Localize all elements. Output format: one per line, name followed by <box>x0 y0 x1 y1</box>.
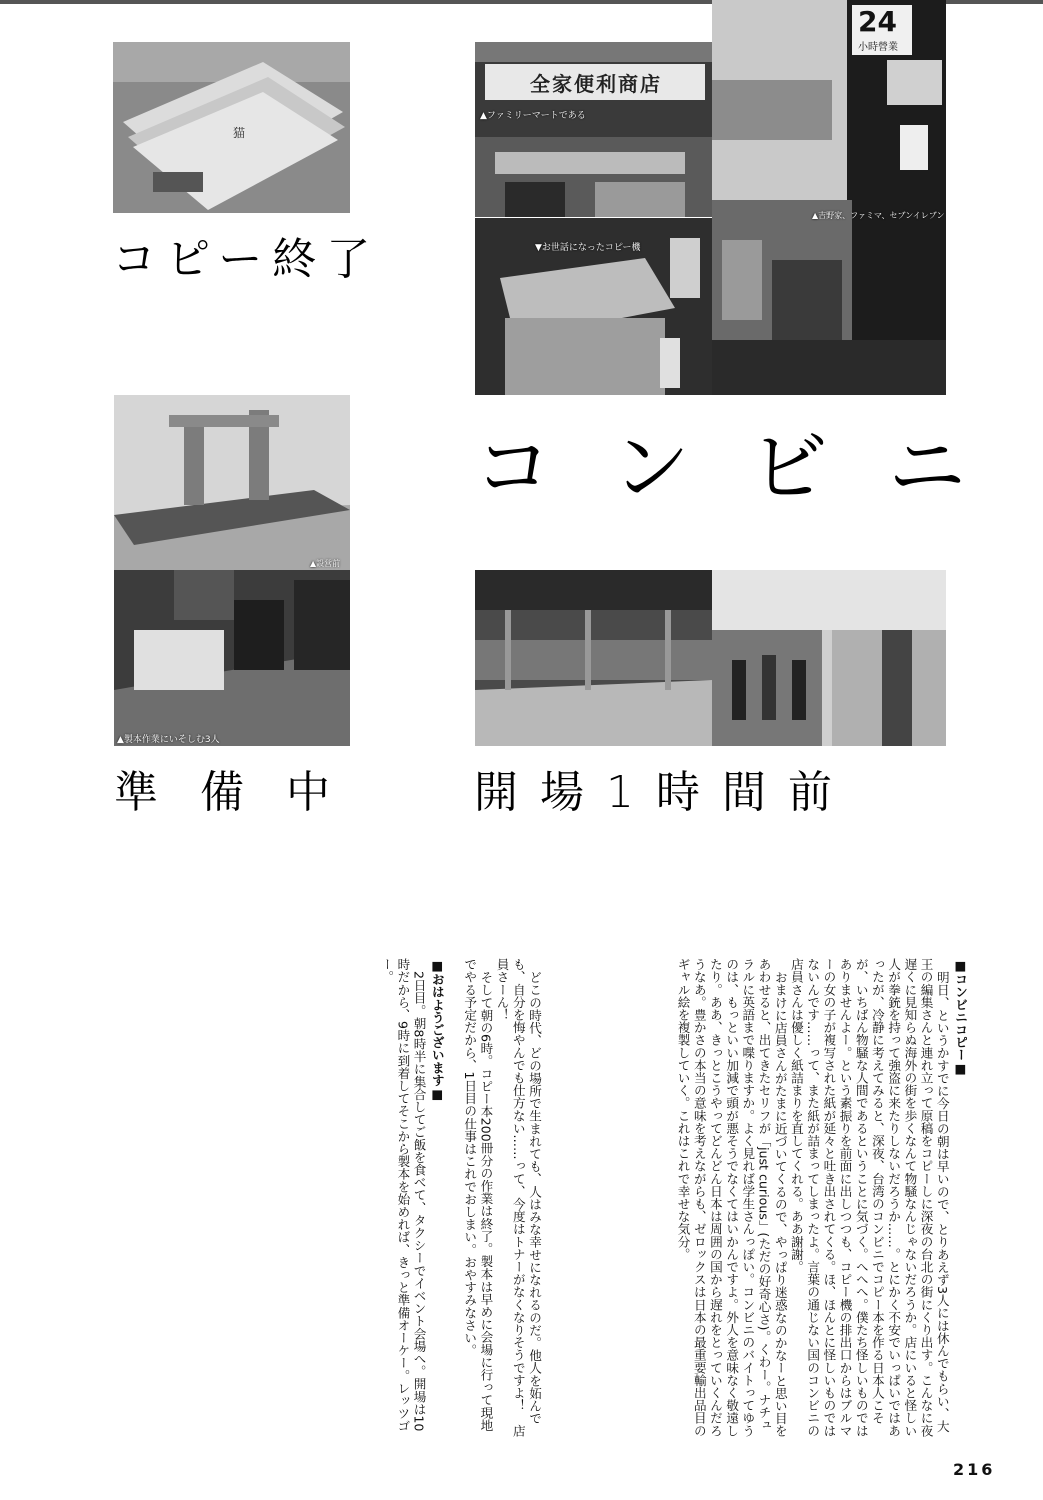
paragraph: そして朝の6時。コピー本200冊分の作業は終了。製本は早めに会場に行って現地でやる予定だから、1日目の仕事はこれでおしまい。おやすみなさい。 <box>462 958 494 1432</box>
page-number: 216 <box>953 1460 996 1479</box>
caption-yoshinoya: ▲吉野家、ファミマ、セブンイレブン <box>812 211 945 220</box>
store-sign: 全家便利商店 <box>530 72 662 96</box>
section-title-konbini-copy: ■コンビニコピー■ <box>953 958 968 1077</box>
paragraph: 明日、というかすでに今日の朝は早いので、とりあえず3人には休んでもらい、大王の編集さんと連れ立って原稿をコピーしに深夜の台北の街にくり出す。こんなに夜遅くに見知らぬ海外の街を歩くなんて物騒なんじゃないだろうか。店にいると怪しい人が拳銃を持って強盗に来たりしないだろうか……。とにかく不安でいっぱいではあったが、冷静に考えてみると、深夜、台湾のコンビニでコピー本を作る日本人こそが、いちばん物騒な人間であるということに気づく。へへへ。僕たち怪しいものではありませんよー。という素振りを前面に出しつつも、コピー機の排出口からはブルマーの女の子が複写された紙が延々と吐き出されてくる。ほ、ほんとに怪しいものではないんです……って、また紙が詰まってしまったよ。言葉の通じない国のコンビニの店員さんは優しく紙詰まりを直してくれる。ああ謝謝。 <box>788 958 950 1437</box>
photo-hall <box>475 570 712 746</box>
caption-binding: ▲製本作業にいそしむ3人 <box>117 735 220 745</box>
caption-familymart: ▲ファミリーマートである <box>480 111 586 121</box>
photo-yoshinoya-street <box>712 0 946 395</box>
caption-setup: ▲設営前 <box>310 559 341 568</box>
caption-copier: ▼お世話になったコピー機 <box>535 243 641 253</box>
paragraph: おまけに店員さんがたまに近づいてくるので、やっぱり迷惑なのかなーと思い目をあわせると、出てきたセリフが「just curious」(ただの好奇心さ)。くわー。ナチュラルに英語まで喋りますか。よく見れば学生さんっぽい。コンビニのバイトってゆうのは、もっといい加減で頭が悪そうでなくてはいかんですよ。外人を意味なく敬遠したり。ああ、きっとこうやってどんどん日本は周囲の国から遅れをとっていくんだろうなあ。豊かさの本当の意味を考えながらも、ゼロックスは日本の最重要輸出品目のギャル絵を複製していく。これはこれで幸せな気分。 <box>675 958 788 1437</box>
sign-24-sub: 小時營業 <box>858 42 898 53</box>
photo-familymart <box>475 42 712 217</box>
section-title-good-morning: ■おはようございます■ <box>429 958 445 1102</box>
heading-preparing: 準備中 <box>114 767 372 818</box>
sign-24: 24 <box>858 5 897 38</box>
heading-konbini: コンビニ <box>474 423 1027 513</box>
svg-text:猫: 猫 <box>233 126 246 140</box>
paragraph: どこの時代、どの場所で生まれても、人はみな幸せになれるのだ。他人を妬んでも、自分を悔やんでも仕方ない……って、今度はトナーがなくなりそうですよ！ 店員さーん！ <box>494 958 542 1437</box>
photo-copy-papers <box>113 42 350 213</box>
photo-binding <box>114 570 350 746</box>
text-block-right <box>548 958 968 1440</box>
photo-setup <box>114 395 350 570</box>
photo-queue <box>712 570 946 746</box>
paragraph: 2日目。朝8時半に集合してご飯を食べて、タクシーでイベント会場へ。開場は10時だから、9時に到着してそこから製本を始めれば、きっと準備オーケー。レッツゴー。 <box>379 958 427 1433</box>
photo-copier <box>475 218 712 395</box>
heading-copy-end: コピー終了 <box>112 234 381 285</box>
text-block-left-top <box>112 958 542 1440</box>
heading-one-hour-before: 開場1時間前 <box>474 767 854 818</box>
